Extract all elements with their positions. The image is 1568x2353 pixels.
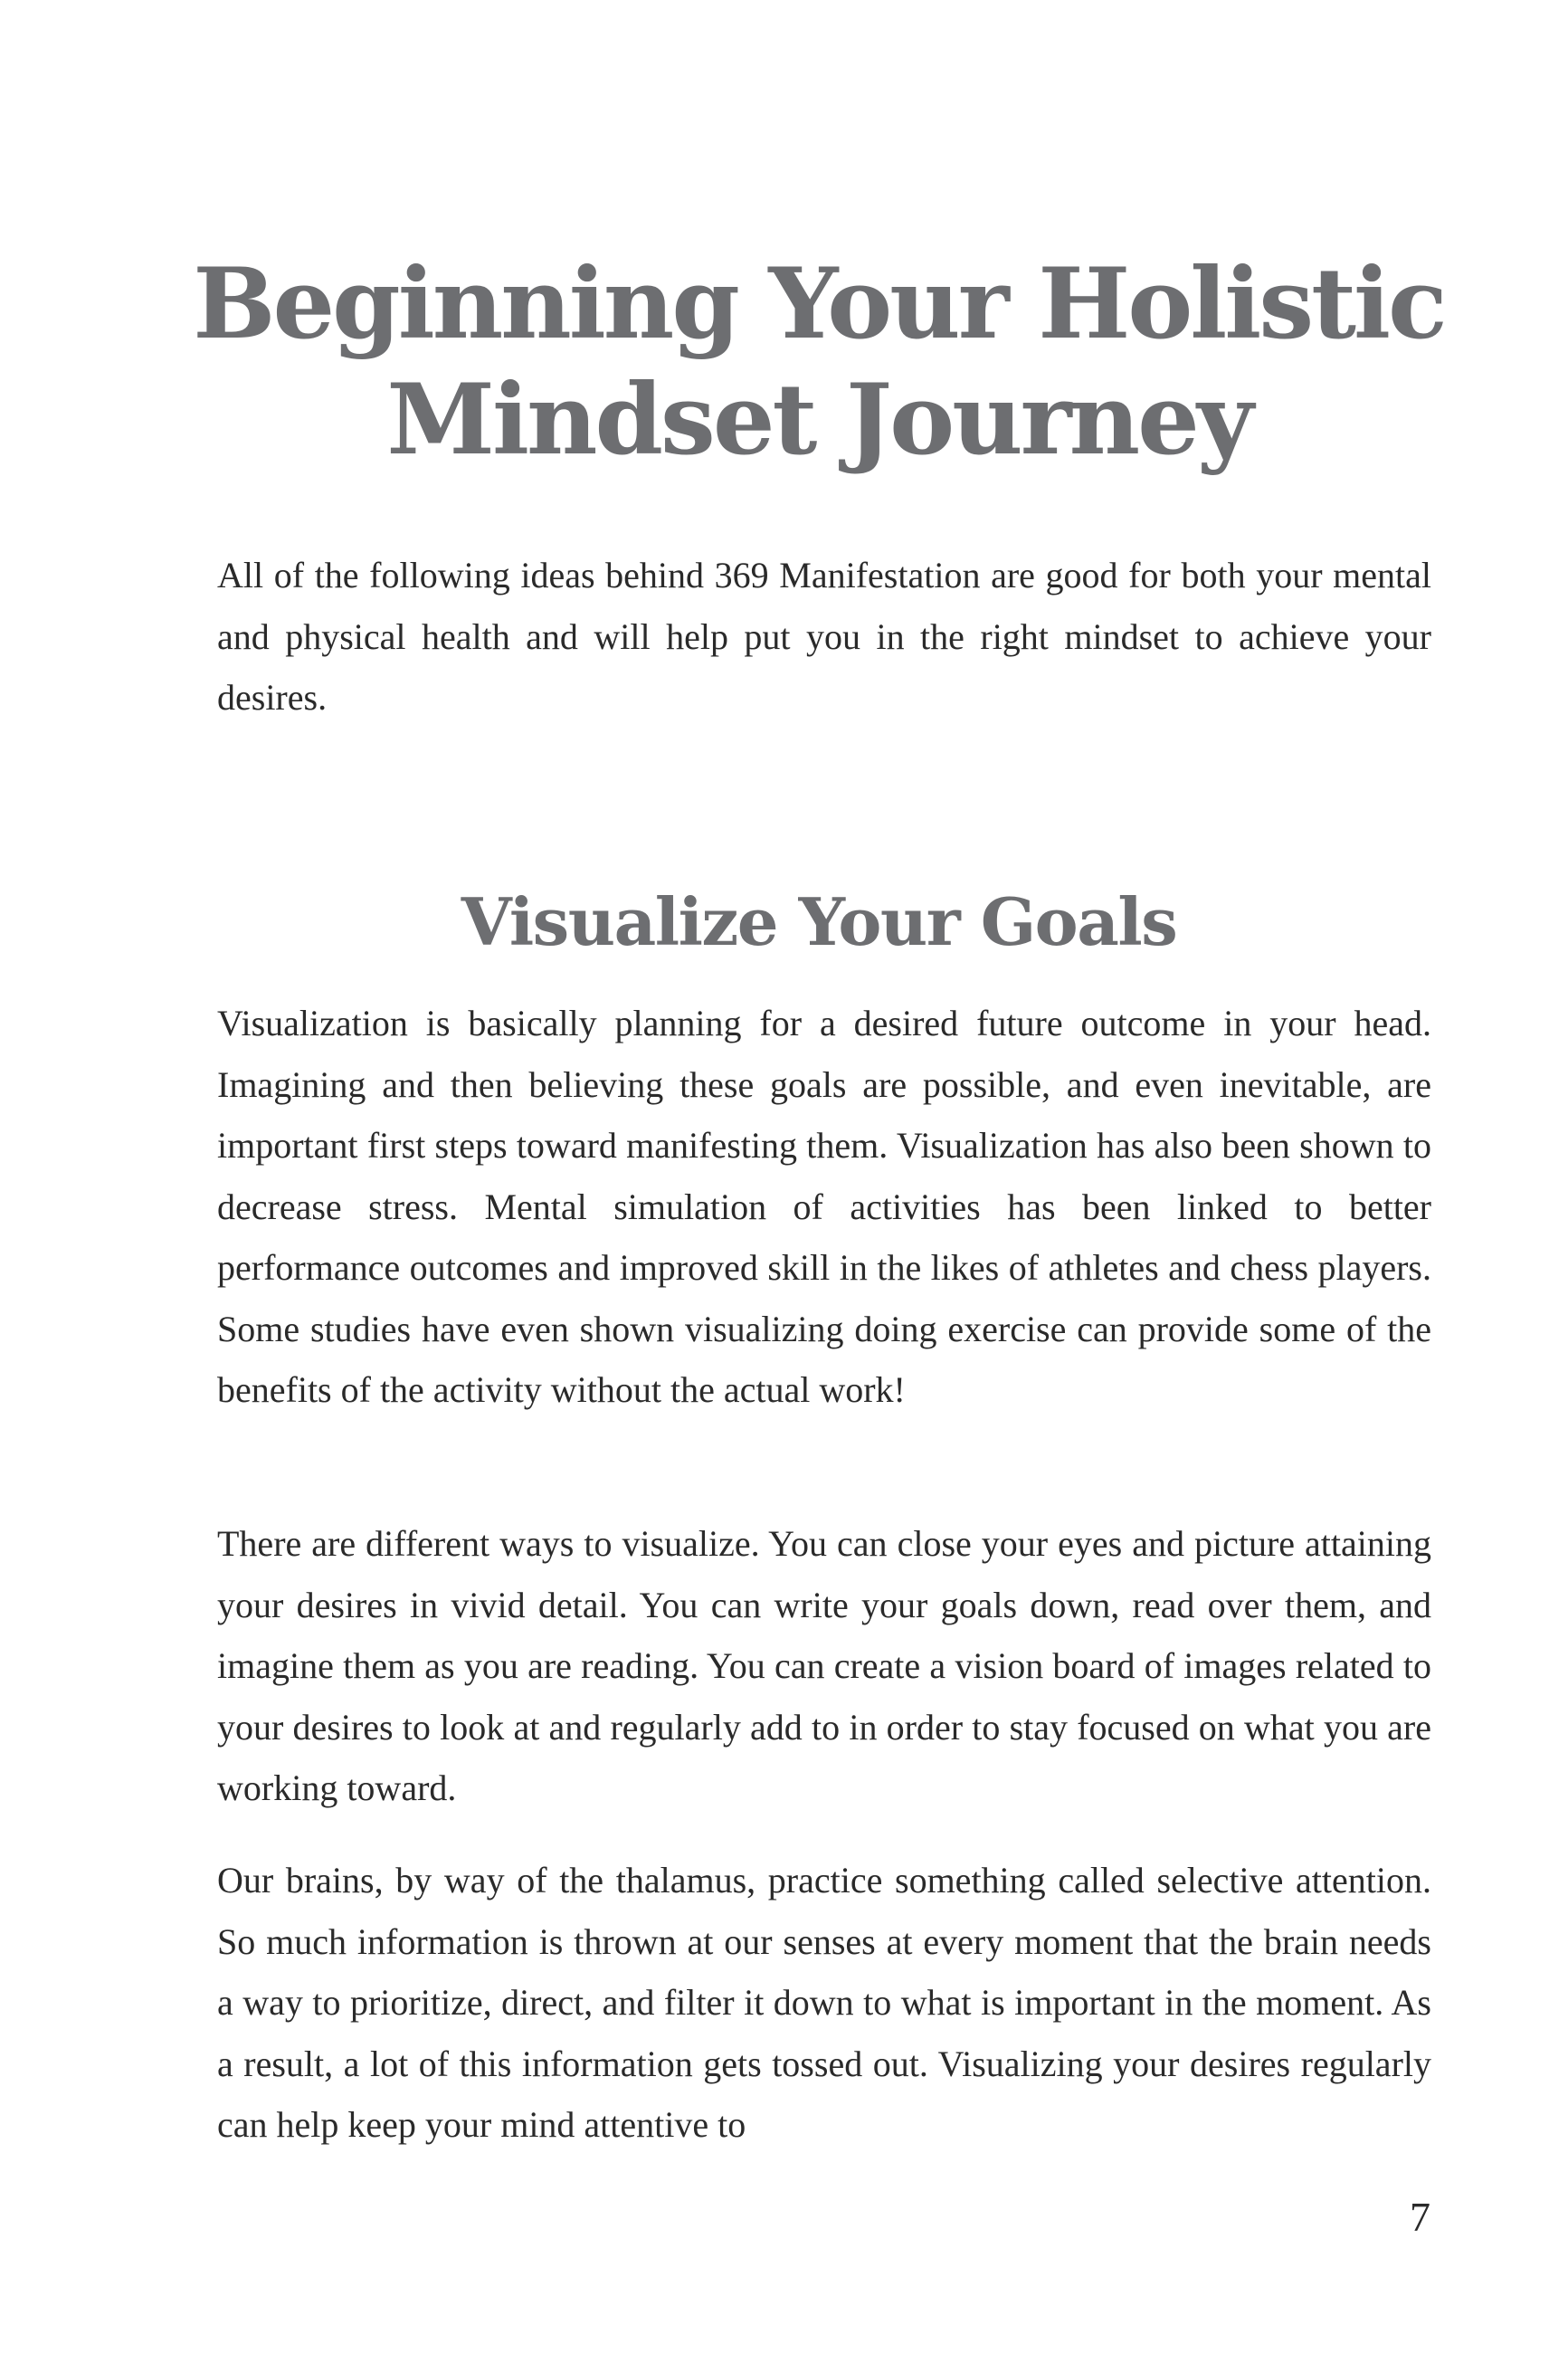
- chapter-title-line-2: Mindset Journey: [386, 363, 1251, 477]
- body-paragraph-2: There are different ways to visualize. You can close your eyes and picture attaining your desires in vivid detail. You can write your goals down, read over them, and imagine them as you are reading. You can create a vision board of images related to your desires to look at and regularly add to in order to stay focused on what you are working toward.: [217, 1523, 1431, 1808]
- page-number: 7: [1410, 2194, 1430, 2240]
- body-paragraph-1: Visualization is basically planning for a desired future outcome in your head. Imagining and then believing these goals are possible, and even inevitable, are important first steps toward manifesting them. Visualization has also been shown to decrease stress. Mental simulation of activities has been linked to better performance outcomes and improved skill in the likes of athletes and chess players. Some studies have even shown visualizing doing exercise can provide some of the benefits of the activity without the actual work!: [217, 1003, 1431, 1410]
- body-paragraph-3: Our brains, by way of the thalamus, practice something called selective attention. So much information is thrown at our senses at every moment that the brain needs a way to prioritize, direct, and filter it down to what is important in the moment. As a result, a lot of this information gets tossed out. Visualizing your desires regularly can help keep your mind attentive to: [217, 1860, 1431, 2145]
- chapter-title-line-1: Beginning Your Holistic: [193, 247, 1445, 361]
- intro-paragraph: All of the following ideas behind 369 Manifestation are good for both your mental and physical health and will help put you in the right mindset to achieve your desires.: [217, 555, 1431, 718]
- chapter-title: [145, 246, 1493, 478]
- section-heading: Visualize Your Goals: [461, 883, 1177, 960]
